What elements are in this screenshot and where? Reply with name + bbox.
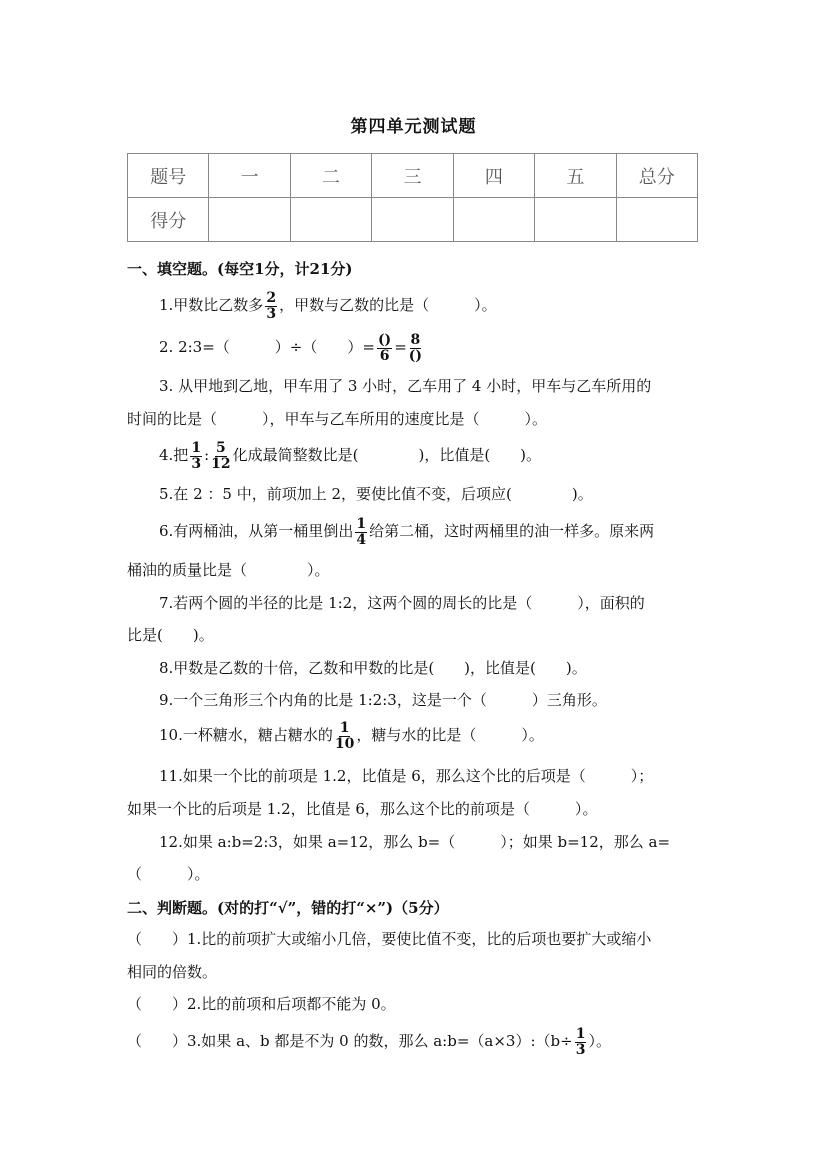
question-1: 1.甲数比乙数多 $\frac{2}{3}$ ，甲数与乙数的比是（ ）。 <box>159 289 497 322</box>
question-2: 2. 2:3=（ ）÷（ ）= $\frac{()}{6}$ = $\frac{8}{()}$ <box>159 331 423 364</box>
fraction: $\frac{2}{3}$ <box>266 289 277 322</box>
question-6-line-2: 桶油的质量比是（ ）。 <box>127 561 330 579</box>
question-7-line-1: 7.若两个圆的半径的比是 1:2，这两个圆的周长的比是（ ），面积的 <box>159 594 645 612</box>
score-cell[interactable] <box>372 198 453 242</box>
question-3-line-2: 时间的比是（ ），甲车与乙车所用的速度比是（ ）。 <box>127 410 548 428</box>
header-cell: 三 <box>372 154 453 198</box>
question-10: 10.一杯糖水，糖占糖水的 $\frac{1}{10}$ ，糖与水的比是（ ）。 <box>159 719 544 752</box>
fraction: $\frac{1}{10}$ <box>334 719 355 752</box>
question-3-line-1: 3. 从甲地到乙地，甲车用了 3 小时，乙车用了 4 小时，甲车与乙车所用的 <box>159 377 652 395</box>
score-cell[interactable] <box>616 198 697 242</box>
question-9: 9.一个三角形三个内角的比是 1:2:3，这是一个（ ）三角形。 <box>159 691 607 709</box>
judge-1-line-1: （ ）1.比的前项扩大或缩小几倍，要使比值不变，比的后项也要扩大或缩小 <box>127 930 652 948</box>
score-table-header-row <box>128 154 698 198</box>
question-4: 4.把 $\frac{1}{3}$ : $\frac{5}{12}$ 化成最简整数比是( )，比值是( )。 <box>159 439 542 472</box>
section-1-heading: 一、填空题。(每空1分，计21分) <box>127 260 353 278</box>
score-cell[interactable] <box>535 198 616 242</box>
fraction: $\frac{1}{4}$ <box>356 515 367 548</box>
score-table <box>127 153 698 242</box>
judge-3: （ ）3.如果 a、b 都是不为 0 的数，那么 a:b=（a×3）:（b÷ $\frac{1}{3}$ ）。 <box>127 1025 611 1058</box>
judge-2: （ ）2.比的前项和后项都不能为 0。 <box>127 995 396 1013</box>
judge-1-line-2: 相同的倍数。 <box>127 963 218 981</box>
section-2-heading: 二、判断题。(对的打“√”，错的打“×”)（5分） <box>127 899 449 917</box>
score-row-label: 得分 <box>128 198 209 242</box>
score-cell[interactable] <box>209 198 290 242</box>
fraction: $\frac{5}{12}$ <box>211 439 231 472</box>
fraction: $\frac{8}{()}$ <box>408 331 423 364</box>
score-cell[interactable] <box>290 198 371 242</box>
header-cell: 一 <box>209 154 290 198</box>
header-cell: 题号 <box>128 154 209 198</box>
question-11-line-1: 11.如果一个比的前项是 1.2，比值是 6，那么这个比的后项是（ ）； <box>159 767 654 785</box>
header-cell: 二 <box>290 154 371 198</box>
question-12-line-2: （ ）。 <box>127 865 210 883</box>
question-7-line-2: 比是( )。 <box>127 626 214 644</box>
header-cell: 总分 <box>616 154 697 198</box>
fraction: $\frac{1}{3}$ <box>191 439 202 472</box>
question-6-line-1: 6.有两桶油，从第一桶里倒出 $\frac{1}{4}$ 给第二桶，这时两桶里的油一样多。原来两 <box>159 515 655 548</box>
score-cell[interactable] <box>453 198 534 242</box>
page-title: 第四单元测试题 <box>350 117 477 137</box>
header-cell: 四 <box>453 154 534 198</box>
fraction: $\frac{1}{3}$ <box>575 1025 586 1058</box>
question-5: 5.在 2 ：5 中，前项加上 2，要使比值不变，后项应( )。 <box>159 485 593 503</box>
fraction: $\frac{()}{6}$ <box>377 331 392 364</box>
question-12-line-1: 12.如果 a:b=2:3，如果 a=12，那么 b=（ ）；如果 b=12，那么 a= <box>159 833 671 851</box>
question-11-line-2: 如果一个比的后项是 1.2，比值是 6，那么这个比的前项是（ ）。 <box>127 800 598 818</box>
question-8: 8.甲数是乙数的十倍，乙数和甲数的比是( )，比值是( )。 <box>159 659 587 677</box>
header-cell: 五 <box>535 154 616 198</box>
score-table-score-row <box>128 198 698 242</box>
